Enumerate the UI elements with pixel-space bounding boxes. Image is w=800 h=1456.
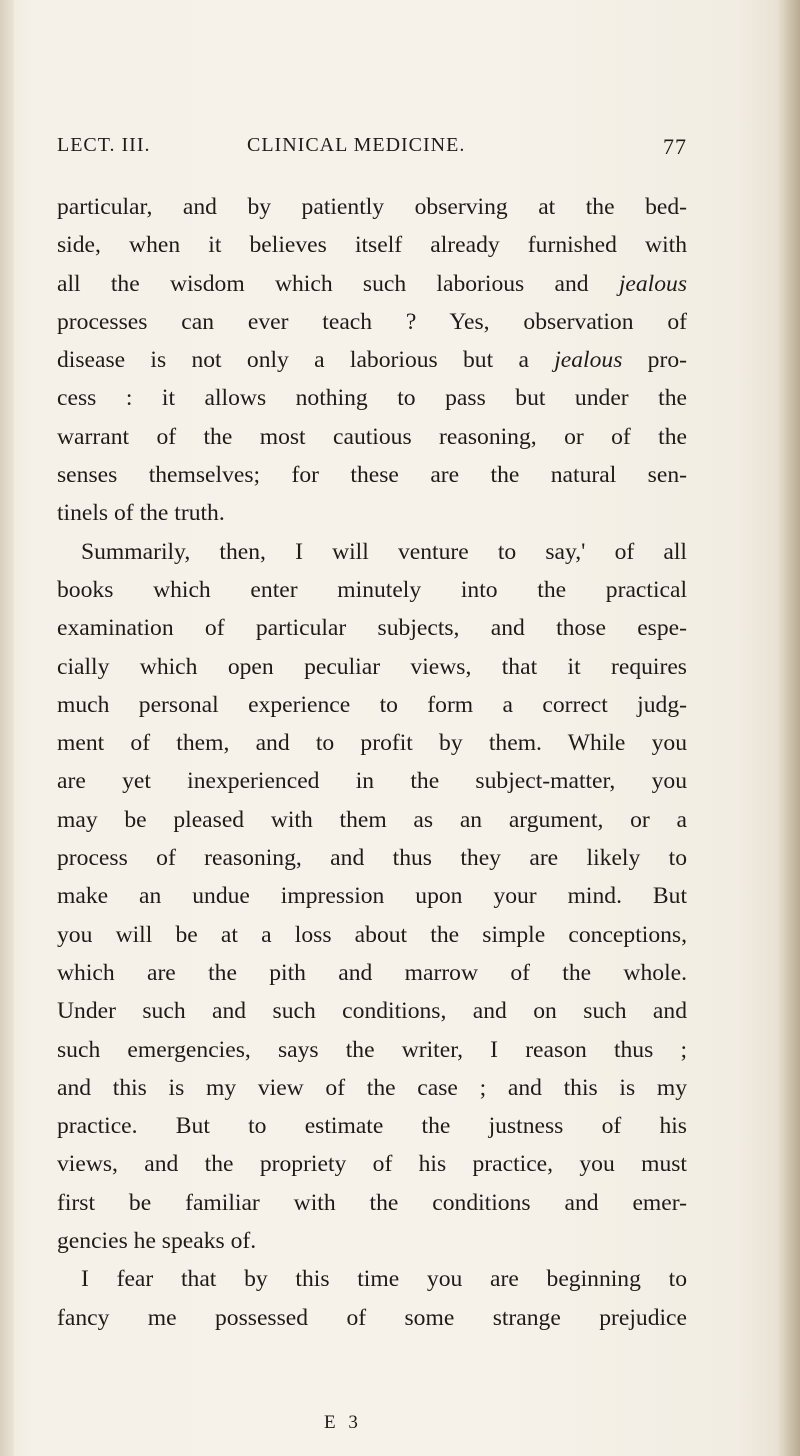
text-line bbox=[57, 226, 687, 264]
text-line bbox=[57, 801, 687, 839]
running-head bbox=[57, 134, 687, 158]
text-line bbox=[57, 456, 687, 494]
text-line bbox=[57, 916, 687, 954]
italic-word: jealous bbox=[618, 270, 687, 297]
text-segment: views, and the propriety of his practice, you must bbox=[57, 1151, 687, 1178]
text-line bbox=[57, 341, 687, 379]
text-line bbox=[57, 724, 687, 762]
text-segment: which are the pith and marrow of the whole. bbox=[57, 959, 687, 986]
text-line bbox=[57, 1184, 687, 1222]
text-line bbox=[57, 379, 687, 417]
text-line bbox=[57, 609, 687, 647]
text-segment: may be pleased with them as an argument, or a bbox=[57, 806, 687, 833]
text-segment: ment of them, and to profit by them. While you bbox=[57, 730, 687, 757]
signature-mark: E 3 bbox=[324, 1412, 362, 1433]
text-segment: gencies he speaks of. bbox=[57, 1228, 257, 1255]
text-segment: senses themselves; for these are the natural sen- bbox=[57, 462, 687, 489]
text-segment: Under such and such conditions, and on such and bbox=[57, 998, 687, 1025]
text-segment: practice. But to estimate the justness of his bbox=[57, 1113, 687, 1140]
text-segment: make an undue impression upon your mind. But bbox=[57, 883, 687, 910]
text-segment: cess : it allows nothing to pass but under the bbox=[57, 385, 687, 412]
text-line bbox=[57, 992, 687, 1030]
text-segment: fancy me possessed of some strange prejudice bbox=[57, 1304, 687, 1331]
text-segment: all the wisdom which such laborious and bbox=[57, 270, 619, 297]
paragraph bbox=[57, 1260, 687, 1337]
text-segment: first be familiar with the conditions and emer- bbox=[57, 1189, 687, 1216]
italic-word: jealous bbox=[554, 347, 623, 374]
running-head-lecture: LECT. III. bbox=[57, 134, 151, 156]
text-segment: books which enter minutely into the practical bbox=[57, 576, 687, 603]
text-line bbox=[57, 839, 687, 877]
text-segment: are yet inexperienced in the subject-matter, you bbox=[57, 768, 687, 795]
text-line bbox=[57, 1222, 687, 1260]
text-line bbox=[57, 1145, 687, 1183]
text-line bbox=[57, 265, 687, 303]
text-line bbox=[57, 762, 687, 800]
text-line bbox=[57, 1031, 687, 1069]
text-segment: you will be at a loss about the simple conceptions, bbox=[57, 921, 687, 948]
text-segment: warrant of the most cautious reasoning, or of the bbox=[57, 423, 687, 450]
text-segment: disease is not only a laborious but a bbox=[57, 347, 555, 374]
text-segment: much personal experience to form a correct judg- bbox=[57, 691, 687, 718]
text-segment: I fear that by this time you are beginning to bbox=[81, 1266, 687, 1293]
text-segment: pro- bbox=[622, 347, 687, 374]
text-line bbox=[57, 1107, 687, 1145]
text-segment: examination of particular subjects, and those espe- bbox=[57, 615, 687, 642]
page-left-shadow bbox=[0, 0, 14, 1456]
text-segment: processes can ever teach ? Yes, observation of bbox=[57, 308, 687, 335]
text-line bbox=[57, 686, 687, 724]
text-segment: process of reasoning, and thus they are likely to bbox=[57, 845, 687, 872]
text-segment: particular, and by patiently observing at the bed- bbox=[57, 194, 687, 220]
text-line bbox=[57, 418, 687, 456]
text-line bbox=[57, 1260, 687, 1298]
text-segment: Summarily, then, I will venture to say,' of all bbox=[81, 538, 687, 565]
text-segment: tinels of the truth. bbox=[57, 500, 225, 527]
text-segment: cially which open peculiar views, that it requires bbox=[57, 653, 687, 680]
paragraph bbox=[57, 533, 687, 1261]
text-line bbox=[57, 494, 687, 532]
body-text bbox=[57, 188, 687, 1337]
text-line bbox=[57, 533, 687, 571]
running-head-title: CLINICAL MEDICINE. bbox=[247, 134, 466, 156]
text-line bbox=[57, 877, 687, 915]
text-line bbox=[57, 648, 687, 686]
text-segment: and this is my view of the case ; and this is my bbox=[57, 1074, 687, 1101]
text-line bbox=[57, 1069, 687, 1107]
page-number: 77 bbox=[663, 134, 687, 159]
paragraph bbox=[57, 188, 687, 533]
text-line bbox=[57, 1299, 687, 1337]
text-line bbox=[57, 303, 687, 341]
text-line bbox=[57, 954, 687, 992]
text-line bbox=[57, 188, 687, 226]
page-right-binding-edge bbox=[778, 0, 800, 1456]
text-line bbox=[57, 571, 687, 609]
text-segment: side, when it believes itself already furnished with bbox=[57, 232, 687, 259]
text-segment: such emergencies, says the writer, I reason thus ; bbox=[57, 1036, 687, 1063]
